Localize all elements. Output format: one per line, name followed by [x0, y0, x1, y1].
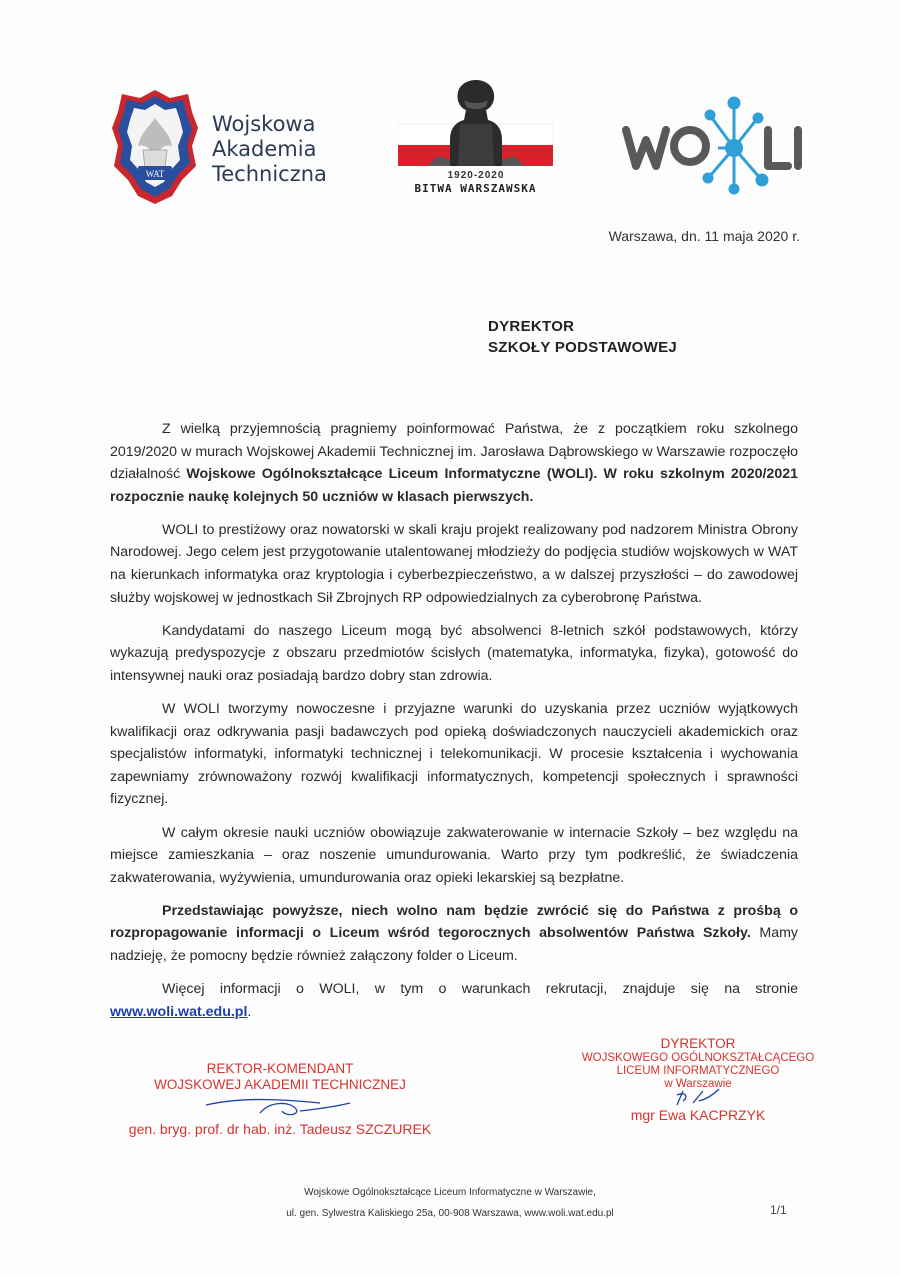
- director-title-line3: LICEUM INFORMATYCZNEGO: [616, 1065, 780, 1077]
- rector-handwritten-signature: [200, 1095, 360, 1121]
- paragraph-6-text: Mamy nadzieję, że pomocny będzie również załączony folder o Liceum.: [110, 925, 798, 964]
- paragraph-3: Kandydatami do naszego Liceum mogą być absolwenci 8-letnich szkół podstawowych, którzy wykazują predyspozycje z obszaru przedmiotów ścisłych (matematyka, informatyka, fizyka), gotowość do intensywnej nauki oraz posiadają bardzo dobry stan zdrowia.: [110, 622, 798, 684]
- paragraph-6: [110, 900, 798, 968]
- woli-website-link[interactable]: www.woli.wat.edu.pl: [110, 1003, 248, 1020]
- footer-line1: Wojskowe Ogólnokształcące Liceum Informatyczne w Warszawie,: [304, 1187, 596, 1198]
- paragraph-6-bold: Przedstawiając powyższe, niech wolno nam będzie zwrócić się do Państwa z prośbą o rozpropagowanie informacji o Liceum wśród tegorocznych absolwentów Państwa Szkoły.: [110, 902, 798, 942]
- paragraph-1: [110, 418, 798, 508]
- wat-name-line2: Akademia: [212, 137, 317, 161]
- wat-badge-text: WAT: [145, 169, 165, 179]
- footer-line2: ul. gen. Sylwestra Kaliskiego 25a, 00-908 Warszawa, www.woli.wat.edu.pl: [286, 1208, 614, 1219]
- signature-rector: [110, 1061, 450, 1137]
- rector-name: gen. bryg. prof. dr hab. inż. Tadeusz SZCZUREK: [128, 1121, 432, 1137]
- wat-name: [212, 112, 327, 187]
- bitwa-years: 1920-2020: [447, 170, 505, 181]
- rector-title-line2: WOJSKOWEJ AKADEMII TECHNICZNEJ: [154, 1077, 406, 1092]
- director-title-line2: WOJSKOWEGO OGÓLNOKSZTAŁCĄCEGO: [581, 1052, 815, 1064]
- paragraph-7-end: .: [247, 1003, 252, 1020]
- paragraph-1-bold: Wojskowe Ogólnokształcące Liceum Informatyczne (WOLI). W roku szkolnym 2020/2021 rozpocznie naukę kolejnych 50 uczniów w klasach pierwszych.: [110, 466, 798, 505]
- wat-emblem-icon: [110, 88, 200, 206]
- bitwa-warszawska-title: BITWA WARSZAWSKA: [414, 182, 537, 195]
- paragraph-5: W całym okresie nauki uczniów obowiązuje zakwaterowanie w internacie Szkoły – bez względu na miejsce zamieszkania – oraz noszenie umundurowania. Warto przy tym podkreślić, że świadczenia zakwaterowania, wyżywienia, umundurowania oraz opieki lekarskiej są bezpłatne.: [110, 824, 798, 886]
- addressee: [488, 316, 677, 358]
- wat-name-line1: Wojskowa: [212, 112, 316, 136]
- paragraph-7-text: Więcej informacji o WOLI, w tym o warunkach rekrutacji, znajduje się na stronie: [162, 981, 798, 998]
- woli-network-icon: [622, 96, 802, 196]
- wat-name-line3: Techniczna: [212, 162, 327, 186]
- director-title-line1: DYREKTOR: [660, 1036, 736, 1051]
- director-title-line4: w Warszawie: [664, 1078, 732, 1090]
- rector-title-line1: REKTOR-KOMENDANT: [206, 1061, 354, 1076]
- paragraph-2: WOLI to prestiżowy oraz nowatorski w skali kraju projekt realizowany pod nadzorem Ministra Obrony Narodowej. Jego celem jest przygotowanie utalentowanej młodzieży do podjęcia studiów wojskowych w WAT na kierunkach informatyka oraz kryptologia i cyberbezpieczeństwo, a w dalszej przyszłości – do zawodowej służby wojskowej w jednostkach Sił Zbrojnych RP odpowiedzialnych za cyberobronę Państwa.: [110, 521, 798, 606]
- paragraph-7: [110, 978, 798, 1023]
- paragraph-4: W WOLI tworzymy nowoczesne i przyjazne warunki do uzyskania przez uczniów wyjątkowych kwalifikacji oraz odkrywania pasji badawczych pod opieką doświadczonych nauczycieli akademickich oraz specjalistów informatyki, informatyki technicznej i telekomunikacji. W procesie kształcenia i wychowania zapewniamy zrównoważony rozwój kwalifikacji informatycznych, kompetencji społecznych i sprawności fizycznej.: [110, 701, 798, 808]
- letter-body: [110, 418, 798, 1034]
- page-number: 1/1: [770, 1203, 787, 1217]
- director-name: mgr Ewa KACPRZYK: [630, 1107, 766, 1123]
- addressee-line2: SZKOŁY PODSTAWOWEJ: [488, 339, 678, 356]
- footer: [200, 1182, 700, 1224]
- letter-date: Warszawa, dn. 11 maja 2020 r.: [608, 228, 800, 244]
- paragraph-1-text: Z wielką przyjemnością pragniemy poinformować Państwa, że z początkiem roku szkolnego 2019/2020 w murach Wojskowej Akademii Technicznej im. Jarosława Dąbrowskiego w Warszawie rozpoczęło działalność: [110, 421, 798, 483]
- addressee-line1: DYREKTOR: [488, 318, 575, 335]
- signature-director: [558, 1036, 838, 1123]
